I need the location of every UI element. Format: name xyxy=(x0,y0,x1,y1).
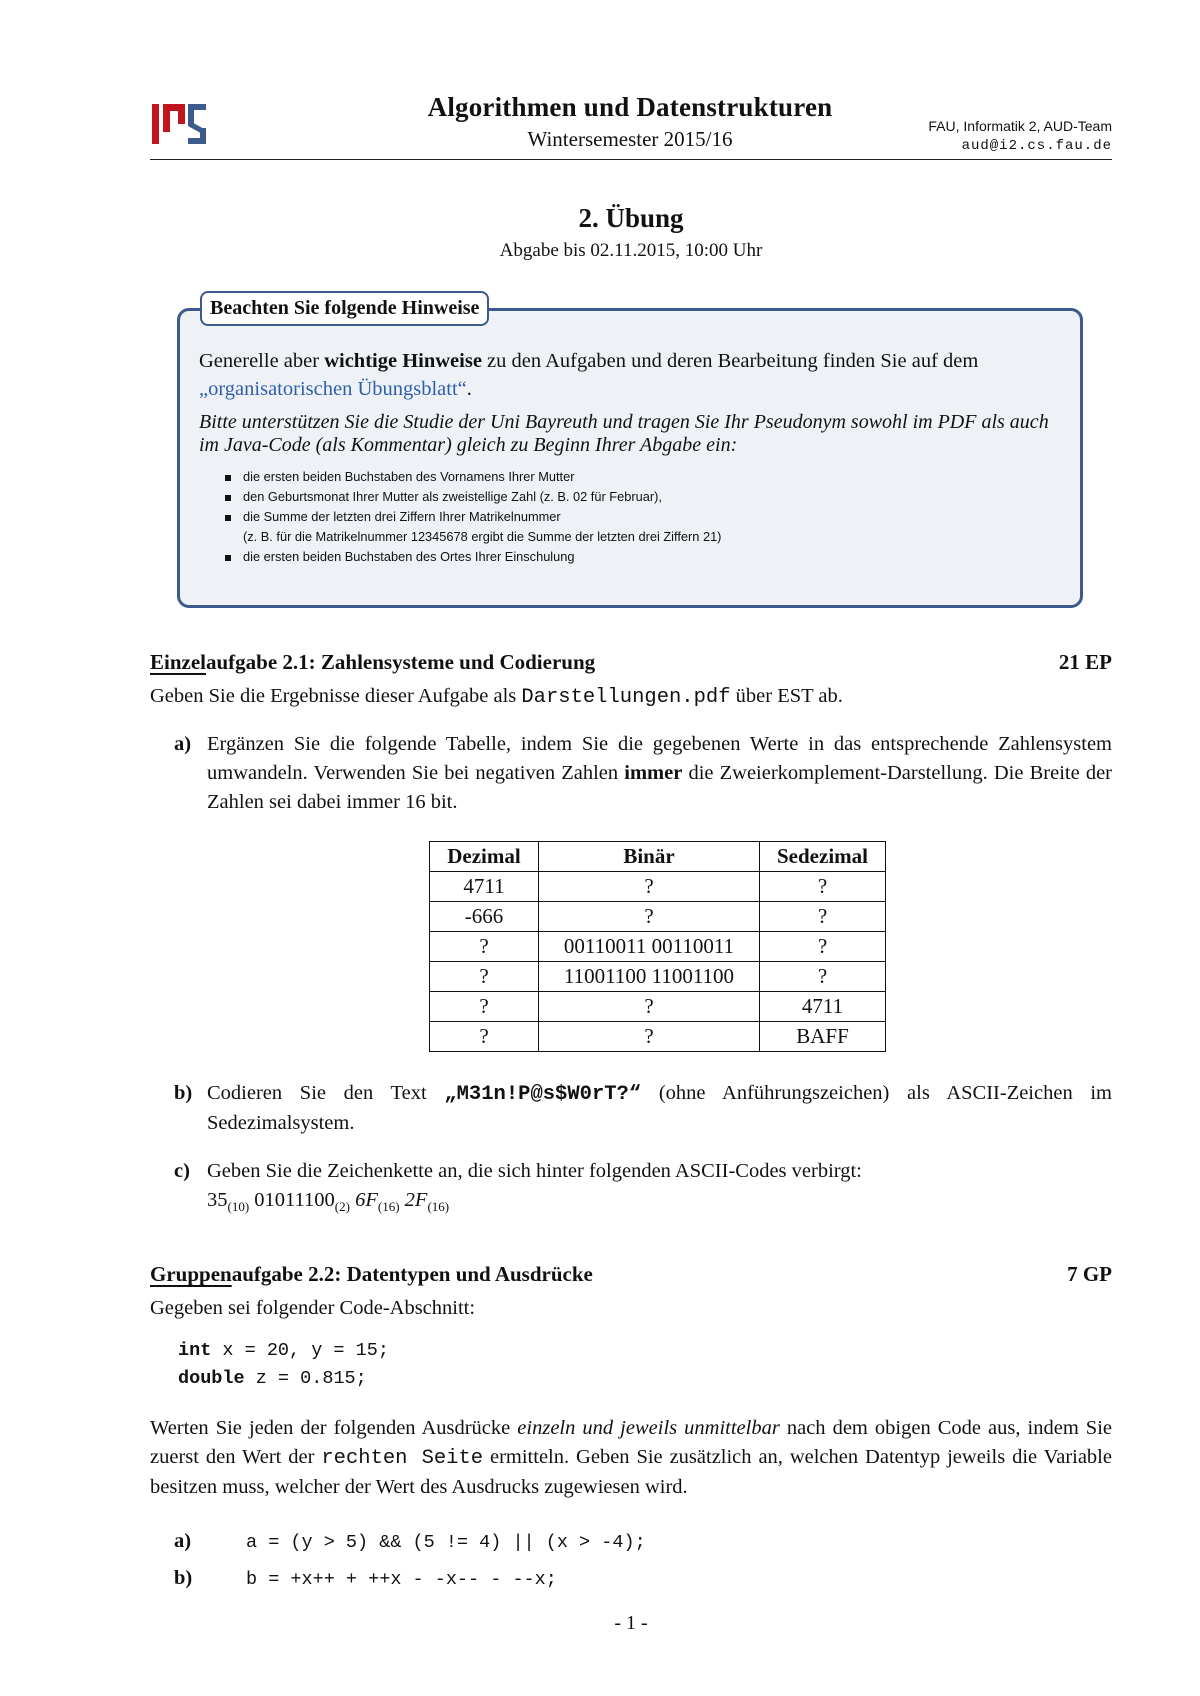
code-line: int x = 20, y = 15; xyxy=(178,1340,389,1361)
list-item: den Geburtsmonat Ihrer Mutter als zweistellige Zahl (z. B. 02 für Februar), xyxy=(225,487,721,507)
header-center xyxy=(330,92,930,152)
email-link[interactable]: aud@i2.cs.fau.de xyxy=(961,138,1112,154)
page xyxy=(150,0,1112,1696)
notice-box-title: Beachten Sie folgende Hinweise xyxy=(200,291,489,326)
i2-logo-icon xyxy=(150,100,210,148)
code-line: double z = 0.815; xyxy=(178,1368,367,1389)
expression-b: b) b = +x++ + ++x - -x-- - --x; xyxy=(174,1567,557,1590)
task1-a: a) Ergänzen Sie die folgende Tabelle, indem Sie die gegebenen Werte in das entsprechende Zahlensystem umwandeln. Verwenden Sie bei negativen Zahlen immer die Zweierkomplement-Darstellung. Die Breite der Zahlen sei dabei immer 16 bit. xyxy=(174,733,1113,813)
filename: Darstellungen.pdf xyxy=(521,686,731,709)
ascii-code: $35_{(10)}$ xyxy=(207,1189,250,1215)
notice-box xyxy=(177,297,1083,608)
table-row: ? ? 4711 xyxy=(430,992,886,1022)
column-header: Dezimal xyxy=(430,842,539,872)
conversion-table xyxy=(429,841,886,1052)
header-rule xyxy=(150,159,1112,160)
task2-points: 7 GP xyxy=(1067,1262,1112,1286)
task2-intro: Gegeben sei folgender Code-Abschnitt: xyxy=(150,1297,476,1319)
expression-a: a) a = (y > 5) && (5 != 4) || (x > -4); xyxy=(174,1530,646,1553)
table-row: ? 00110011 00110011 ? xyxy=(430,932,886,962)
course-title: Algorithmen und Datenstrukturen xyxy=(427,92,833,122)
list-item: die ersten beiden Buchstaben des Ortes Ihrer Einschulung xyxy=(225,547,721,567)
task1-c: c) Geben Sie die Zeichenkette an, die sich hinter folgenden ASCII-Codes verbirgt: $35_{(10)}$ $01011100_{(2)}$ $6F_{(16)}$ $2F_{(16)}$ xyxy=(174,1160,862,1215)
institution: FAU, Informatik 2, AUD-Team xyxy=(928,118,1112,134)
header-contact xyxy=(928,116,1112,156)
ascii-code: $6F_{(16)}$ xyxy=(355,1189,400,1215)
table-row: ? 11001100 11001100 ? xyxy=(430,962,886,992)
table-row: 4711 ? ? xyxy=(430,872,886,902)
table-header-row xyxy=(430,842,886,872)
ascii-code: $01011100_{(2)}$ xyxy=(254,1189,350,1215)
table-row: ? ? BAFF xyxy=(430,1022,886,1052)
table-row: -666 ? ? xyxy=(430,902,886,932)
sheet-title: 2. Übung xyxy=(578,203,684,233)
organisational-sheet-link[interactable]: „organisatorischen Übungsblatt“ xyxy=(199,378,467,400)
task1-heading: Einzelaufgabe 2.1: Zahlensysteme und Codierung 21 EP xyxy=(150,650,1112,674)
ascii-code: $2F_{(16)}$ xyxy=(404,1189,450,1215)
deadline: Abgabe bis 02.11.2015, 10:00 Uhr xyxy=(499,240,763,261)
pseudonym-list xyxy=(225,467,721,567)
task1-points: 21 EP xyxy=(1058,650,1112,674)
task1-intro: Geben Sie die Ergebnisse dieser Aufgabe als Darstellungen.pdf über EST ab. xyxy=(150,685,843,709)
column-header: Sedezimal xyxy=(760,842,886,872)
list-item: die Summe der letzten drei Ziffern Ihrer Matrikelnummer (z. B. für die Matrikelnummer 12345678 ergibt die Summe der letzten drei Ziffern 21) xyxy=(225,507,721,547)
list-item-note: (z. B. für die Matrikelnummer 12345678 ergibt die Summe der letzten drei Ziffern 21) xyxy=(243,529,722,544)
code-block xyxy=(178,1337,389,1393)
task2-heading: Gruppenaufgabe 2.2: Datentypen und Ausdrücke 7 GP xyxy=(150,1262,1112,1286)
page-number: - 1 - xyxy=(614,1612,648,1634)
notice-study: Bitte unterstützen Sie die Studie der Uni Bayreuth und tragen Sie Ihr Pseudonym sowohl im PDF als auch im Java-Code (als Kommentar) gleich zu Beginn Ihrer Abgabe ein: xyxy=(199,411,1049,456)
password-string: „M31n!P@s$W0rT?“ xyxy=(444,1083,642,1106)
notice-general: Generelle aber wichtige Hinweise zu den Aufgaben und deren Bearbeitung finden Sie auf dem „organisatorischen Übungsblatt“. xyxy=(199,350,979,400)
task2-description: Werten Sie jeden der folgenden Ausdrücke einzeln und jeweils unmittelbar nach dem obigen Code aus, indem Sie zuerst den Wert der rechten Seite ermitteln. Geben Sie zusätzlich an, welchen Datentyp jeweils die Variable besitzen muss, welcher der Wert des Ausdrucks zugewiesen wird. xyxy=(150,1417,1112,1498)
column-header: Binär xyxy=(539,842,760,872)
semester: Wintersemester 2015/16 xyxy=(527,127,733,151)
task1-b: b) Codieren Sie den Text „M31n!P@s$W0rT?“ (ohne Anführungszeichen) als ASCII-Zeichen im Sedezimalsystem. xyxy=(174,1082,1112,1134)
list-item: die ersten beiden Buchstaben des Vornamens Ihrer Mutter xyxy=(225,467,721,487)
